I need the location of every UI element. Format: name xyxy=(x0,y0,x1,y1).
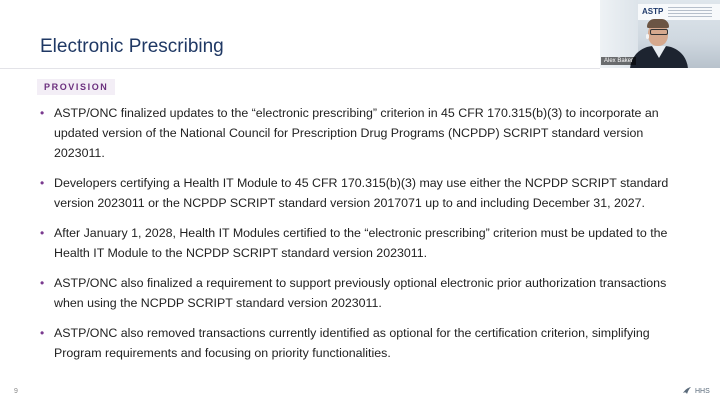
bullet-text: ASTP/ONC also finalized a requirement to support previously optional electronic prior authorization transactions when using the NCPDP SCRIPT standard version 2023011. xyxy=(54,276,667,310)
bullet-text: After January 1, 2028, Health IT Modules certified to the “electronic prescribing” criterion must be updated to the Health IT Module to the NCPDP SCRIPT standard version 2023011. xyxy=(54,226,668,260)
webcam-video-tile[interactable] xyxy=(600,0,720,68)
bullet-item xyxy=(40,323,680,363)
bullet-dot-icon: • xyxy=(40,226,45,240)
bullet-item xyxy=(40,103,680,163)
hhs-logo-text: HHS xyxy=(695,387,710,395)
webcam-backdrop-banner xyxy=(638,4,720,20)
bullet-dot-icon: • xyxy=(40,276,45,290)
speaker-hair xyxy=(647,19,669,28)
speaker-glasses xyxy=(650,29,668,35)
hhs-logo xyxy=(682,386,710,396)
bullet-item xyxy=(40,173,680,213)
slide-title: Electronic Prescribing xyxy=(40,36,224,57)
astp-logo: ASTP xyxy=(642,7,664,16)
bullet-dot-icon: • xyxy=(40,176,45,190)
bullet-dot-icon: • xyxy=(40,326,45,340)
bullet-dot-icon: • xyxy=(40,106,45,120)
earbud-icon xyxy=(646,34,649,39)
bullet-text: Developers certifying a Health IT Module to 45 CFR 170.315(b)(3) may use either the NCPDP SCRIPT standard version 2023011 or the NCPDP SCRIPT standard version 2017071 up to and including December 31, 2027. xyxy=(54,176,669,210)
page-number: 9 xyxy=(14,388,18,395)
participant-name-label: Alex Baker xyxy=(601,57,636,65)
hhs-eagle-icon xyxy=(682,386,692,396)
bullet-item xyxy=(40,223,680,263)
bullet-text: ASTP/ONC also removed transactions currently identified as optional for the certification criterion, simplifying Program requirements and focusing on priority functionalities. xyxy=(54,326,650,360)
provision-tag: PROVISION xyxy=(37,79,115,95)
astp-logo-subtitle xyxy=(668,7,712,17)
bullet-text: ASTP/ONC finalized updates to the “electronic prescribing” criterion in 45 CFR 170.315(b)(3) to incorporate an updated version of the National Council for Prescription Drug Programs (NCPDP) SCRIPT standard version 2023011. xyxy=(54,106,659,160)
bullet-item xyxy=(40,273,680,313)
bullet-list xyxy=(40,103,680,373)
title-divider xyxy=(0,68,600,69)
